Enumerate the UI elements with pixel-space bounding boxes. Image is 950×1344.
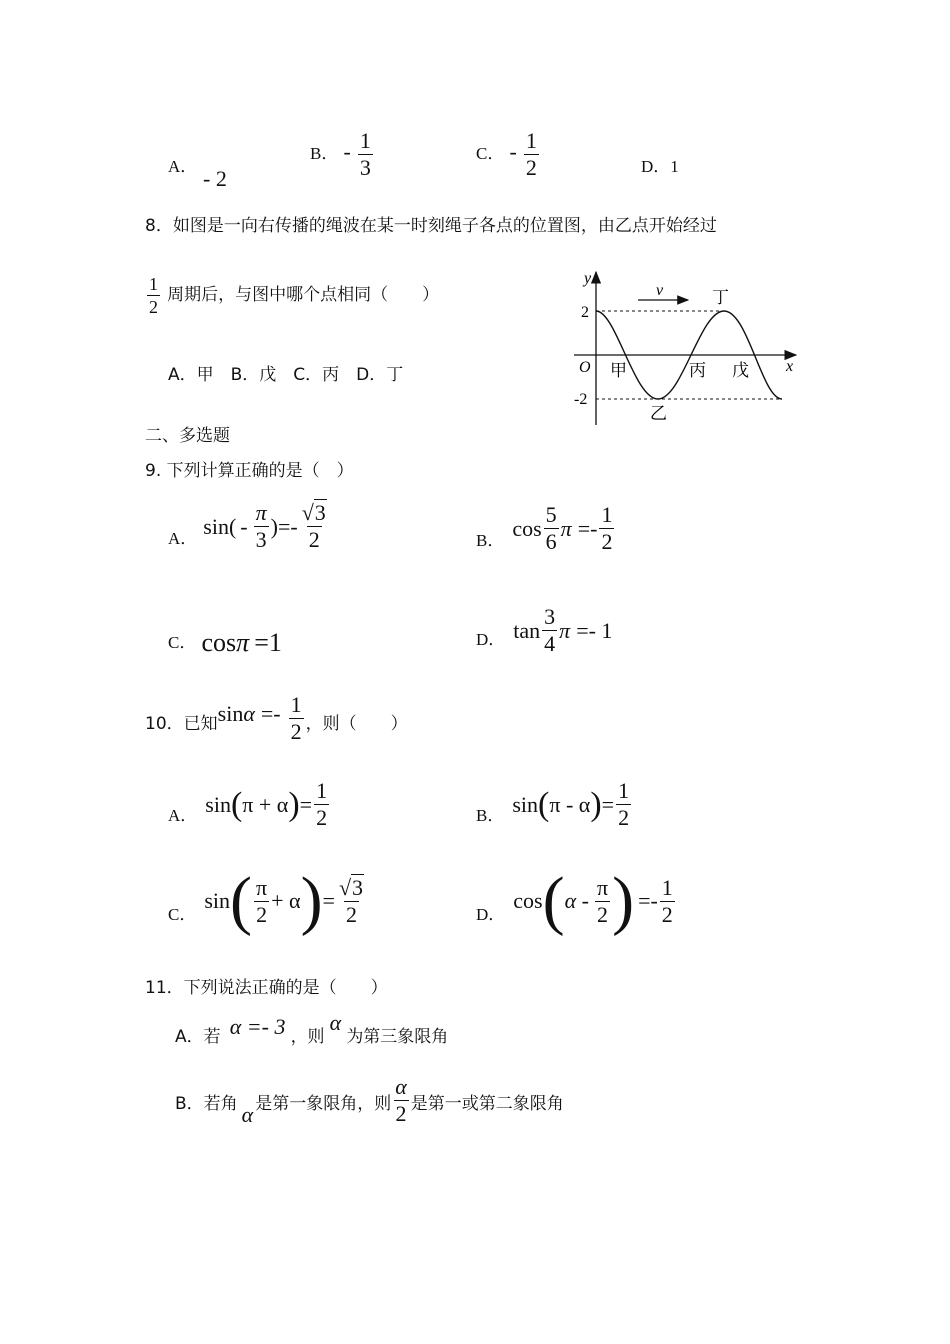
angle-fraction	[595, 875, 610, 928]
q9-option-c	[168, 628, 282, 658]
fraction-denominator: 2	[525, 155, 537, 180]
sin-function: sin(	[203, 513, 237, 539]
close-paren: )	[288, 785, 300, 823]
q9-option-c-label: C．	[168, 633, 197, 652]
open-paren: (	[230, 785, 243, 823]
inner-expression: π - α	[549, 791, 591, 817]
fraction-numerator: 1	[316, 778, 328, 803]
q10-option-d-label: D．	[476, 904, 506, 924]
q8-half-fraction	[147, 273, 160, 318]
q9-title: 9. 下列计算正确的是（ ）	[145, 461, 354, 481]
radicand: 3	[314, 500, 326, 525]
fraction-numerator: π	[256, 874, 268, 900]
sin-function: sin	[205, 791, 231, 817]
q7-option-c	[476, 128, 541, 181]
alpha-equation: α =- 3	[229, 1014, 286, 1039]
sin-function: sin	[217, 700, 244, 726]
q11-option-b-prefix: B．若角	[175, 1093, 238, 1114]
q10-stem-suffix: ，则（ ）	[305, 714, 408, 734]
q10-stem	[145, 692, 408, 745]
result-fraction	[337, 875, 366, 928]
close-paren: )	[612, 864, 635, 937]
fraction-numerator: α	[395, 1073, 407, 1099]
close-paren: )	[300, 864, 323, 937]
q7-option-b-label: B．	[310, 144, 339, 163]
cos-function: cos	[512, 515, 542, 541]
plus-alpha: + α	[271, 888, 301, 913]
fraction-denominator: 2	[597, 901, 609, 927]
result-fraction	[300, 500, 329, 553]
result-fraction	[314, 778, 329, 831]
q10-option-b	[476, 778, 633, 831]
section-heading: 二、多选题	[145, 426, 230, 446]
q11-option-a-prefix: A．若	[175, 1027, 221, 1047]
fraction-numerator: 1	[525, 128, 537, 153]
q9-option-b-label: B．	[476, 531, 505, 550]
fraction-numerator: 1	[601, 502, 613, 527]
point-yi-label: 乙	[650, 404, 667, 423]
tan-function: tan	[513, 617, 541, 643]
equals-one: =1	[254, 628, 282, 657]
q7-option-a-label: A．	[168, 157, 198, 176]
y-tick-positive: 2	[581, 304, 589, 321]
result-fraction	[660, 875, 675, 928]
fraction-denominator: 2	[661, 901, 673, 927]
point-jia-label: 甲	[610, 361, 627, 380]
result-fraction	[599, 502, 614, 555]
close-paren: )	[590, 785, 602, 823]
close-paren: )	[270, 513, 278, 539]
q11-title: 11．下列说法正确的是（ ）	[145, 978, 388, 998]
minus-sign: -	[240, 513, 248, 539]
open-paren: (	[538, 785, 550, 823]
velocity-label: v	[656, 282, 664, 299]
fraction-numerator: 5	[545, 502, 557, 527]
q8-stem-line1: 8．如图是一向右传播的绳波在某一时刻绳子各点的位置图，由乙点开始经过	[145, 216, 717, 236]
result-fraction	[616, 778, 631, 831]
equals-sign: =	[299, 791, 313, 817]
q7-option-c-sign: -	[509, 139, 517, 164]
equals-minus-one: =- 1	[576, 617, 613, 643]
fraction-numerator: √3	[338, 874, 364, 900]
fraction-numerator: 1	[290, 692, 302, 717]
q7-option-d: D．1	[641, 157, 679, 176]
q10-option-c-label: C．	[168, 904, 197, 924]
q11-option-a	[175, 1010, 448, 1047]
q8-stem-line2	[145, 273, 439, 318]
q11-option-b	[175, 1072, 564, 1128]
q9-option-d-label: D．	[476, 630, 506, 649]
q9-option-a-label: A．	[168, 529, 198, 548]
inner-expression: π + α	[242, 791, 289, 817]
sin-function: sin	[204, 888, 231, 913]
y-axis-label: y	[584, 270, 592, 287]
cos-function: cos	[201, 628, 237, 657]
q7-option-c-fraction	[524, 128, 539, 181]
pi-symbol: π	[560, 515, 572, 541]
fraction-denominator: 3	[255, 527, 267, 552]
x-axis-label: x	[786, 358, 794, 375]
q9-option-b	[476, 502, 616, 555]
angle-fraction	[254, 500, 269, 553]
q10-option-a	[168, 778, 331, 831]
point-wu-label: 戊	[732, 361, 749, 380]
fraction-denominator: 2	[601, 529, 613, 554]
sin-function: sin	[512, 791, 539, 817]
open-paren: (	[542, 864, 565, 937]
q10-option-a-label: A．	[168, 806, 198, 825]
alpha-symbol: α	[329, 1010, 342, 1035]
equals-minus: =-	[577, 515, 598, 541]
q8-options: A．甲 B．戊 C．丙 D．丁	[168, 365, 404, 385]
fraction-denominator: 2	[149, 297, 158, 317]
point-ding-label: 丁	[712, 288, 729, 307]
q10-option-d	[476, 866, 677, 936]
fraction-denominator: 2	[395, 1100, 407, 1126]
fraction-numerator: 1	[359, 128, 371, 153]
y-tick-negative: -2	[574, 391, 588, 408]
alpha-symbol: α	[243, 700, 255, 726]
alpha-minus: α -	[564, 888, 589, 913]
fraction-denominator: 6	[545, 529, 557, 554]
alpha-symbol: α	[241, 1102, 254, 1127]
equals-minus: =-	[260, 700, 281, 726]
fraction-denominator: 2	[256, 901, 268, 927]
angle-fraction	[254, 875, 269, 928]
q7-option-b-fraction	[358, 128, 373, 181]
fraction-numerator: √3	[301, 500, 326, 525]
fraction-denominator: 2	[290, 719, 302, 744]
angle-fraction	[542, 604, 557, 657]
fraction-numerator: π	[255, 500, 267, 525]
pi-symbol: π	[559, 617, 571, 643]
q11-option-b-middle: 是第一象限角，则	[255, 1093, 392, 1114]
q8-stem-text: 周期后，与图中哪个点相同（ ）	[167, 285, 440, 305]
q7-option-c-label: C．	[476, 144, 505, 163]
cos-function: cos	[513, 888, 543, 913]
q11-option-a-suffix: 为第三象限角	[346, 1027, 449, 1047]
fraction-numerator: 1	[149, 274, 158, 294]
origin-label: O	[579, 359, 591, 376]
q10-stem-prefix: 10．已知	[145, 714, 218, 734]
q11-option-a-middle: ，则	[290, 1027, 325, 1047]
fraction-denominator: 2	[618, 805, 630, 830]
fraction-numerator: 1	[618, 778, 630, 803]
q10-option-b-label: B．	[476, 806, 505, 825]
equals-minus: =-	[638, 888, 658, 913]
rope-wave-figure	[560, 262, 810, 428]
radicand: 3	[352, 874, 364, 900]
fraction-numerator: π	[596, 874, 609, 900]
q7-option-a-value: - 2	[203, 166, 227, 191]
fraction-numerator: 1	[661, 874, 673, 900]
open-paren: (	[230, 864, 253, 937]
equals-sign: =	[322, 888, 335, 913]
equals-minus: =-	[277, 513, 298, 539]
pi-symbol: π	[236, 628, 250, 657]
angle-fraction	[544, 502, 559, 555]
point-bing-label: 丙	[689, 361, 706, 380]
q9-option-a	[168, 500, 331, 553]
fraction-numerator: 3	[544, 604, 556, 629]
fraction-denominator: 4	[544, 631, 556, 656]
half-alpha-fraction	[393, 1074, 409, 1127]
fraction-denominator: 2	[316, 805, 328, 830]
q10-option-c	[168, 866, 368, 936]
fraction-denominator: 2	[346, 901, 357, 927]
value-fraction	[289, 692, 304, 745]
q7-option-b	[310, 128, 375, 181]
q9-option-d	[476, 604, 612, 657]
q11-option-b-suffix: 是第一或第二象限角	[410, 1093, 564, 1114]
fraction-denominator: 2	[308, 527, 320, 552]
equals-sign: =	[601, 791, 615, 817]
q7-option-b-sign: -	[343, 139, 351, 164]
fraction-denominator: 3	[359, 155, 371, 180]
